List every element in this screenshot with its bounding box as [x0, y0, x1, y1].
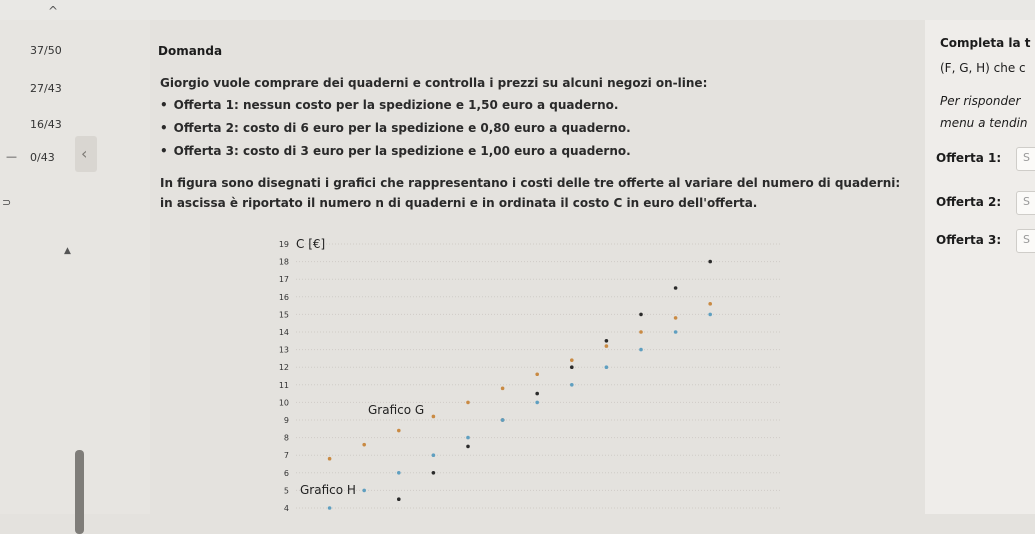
y-tick-label: 4	[283, 504, 289, 513]
data-point-f	[639, 313, 643, 317]
score-3: 16/43	[30, 118, 62, 131]
offer-1-label: Offerta 1:	[936, 151, 1002, 165]
offer-1-select-value: S	[1023, 151, 1030, 164]
y-tick-label: 16	[278, 292, 289, 302]
y-tick-label: 6	[283, 468, 289, 478]
data-point-f	[570, 365, 574, 369]
data-point-f	[466, 445, 470, 449]
offer-2-select-value: S	[1023, 195, 1030, 208]
y-tick-label: 7	[283, 451, 289, 461]
offer-3-label: Offerta 3:	[936, 233, 1002, 247]
data-point-h	[674, 330, 678, 334]
data-point-g	[605, 344, 609, 348]
score-1: 37/50	[30, 44, 62, 57]
y-tick-label: 13	[278, 345, 289, 355]
offer-item: • Offerta 2: costo di 6 euro per la spedizione e 0,80 euro a quaderno.	[160, 121, 631, 144]
grafico-h-label: Grafico H	[300, 483, 356, 497]
data-point-h	[605, 365, 609, 369]
answer-subtitle: (F, G, H) che c	[940, 61, 1026, 75]
data-point-h	[708, 313, 712, 317]
data-point-g	[397, 429, 401, 433]
data-point-g	[501, 387, 505, 391]
y-tick-label: 9	[283, 416, 289, 425]
answer-hint-2: menu a tendin	[940, 116, 1028, 130]
scroll-up-icon[interactable]: ▲	[64, 246, 71, 256]
y-axis-label: C [€]	[296, 237, 326, 251]
data-point-g	[432, 415, 436, 419]
data-point-f	[605, 339, 609, 343]
answer-title: Completa la t	[940, 36, 1031, 50]
data-point-g	[674, 316, 678, 320]
question-description-2: in ascissa è riportato il numero n di quaderni e in ordinata il costo C in euro dell'offerta.	[160, 196, 758, 210]
offer-3-select-value: S	[1023, 233, 1030, 246]
data-point-g	[362, 443, 366, 447]
y-tick-label: 19	[278, 240, 289, 249]
data-point-f	[397, 497, 401, 501]
data-point-g	[639, 330, 643, 334]
data-point-h	[535, 401, 539, 405]
offer-item: • Offerta 1: nessun costo per la spedizione e 1,50 euro a quaderno.	[160, 98, 631, 121]
offer-2-label: Offerta 2:	[936, 195, 1002, 209]
data-point-h	[570, 383, 574, 387]
y-tick-label: 18	[278, 257, 289, 267]
y-tick-label: 17	[278, 275, 289, 285]
offer-item: • Offerta 3: costo di 3 euro per la spedizione e 1,00 euro a quaderno.	[160, 144, 631, 167]
data-point-g	[328, 457, 332, 461]
data-point-f	[674, 286, 678, 290]
data-point-h	[639, 348, 643, 352]
data-point-h	[432, 453, 436, 457]
question-description-1: In figura sono disegnati i grafici che rappresentano i costi delle tre offerte al variare del numero di quaderni:	[160, 176, 901, 190]
data-point-g	[708, 302, 712, 306]
chevron-left-icon: ‹	[81, 144, 88, 163]
score-2: 27/43	[30, 82, 62, 95]
y-tick-label: 5	[283, 486, 289, 496]
y-tick-label: 11	[278, 380, 289, 390]
data-point-f	[535, 392, 539, 396]
collapse-up-icon[interactable]: ^	[48, 4, 59, 18]
y-tick-label: 12	[278, 363, 289, 373]
data-point-h	[501, 418, 505, 422]
question-intro: Giorgio vuole comprare dei quaderni e controlla i prezzi su alcuni negozi on-line:	[160, 76, 708, 90]
score-4: 0/43	[30, 151, 55, 164]
grafico-g-label: Grafico G	[368, 403, 425, 417]
data-point-h	[397, 471, 401, 475]
data-point-f	[708, 260, 712, 264]
y-tick-label: 8	[283, 433, 289, 443]
data-point-f	[432, 471, 436, 475]
left-partial-bracket: ⊃	[2, 196, 12, 209]
data-point-g	[570, 358, 574, 362]
y-tick-label: 14	[278, 328, 289, 337]
y-tick-label: 10	[278, 398, 289, 408]
left-partial-mark: —	[6, 150, 17, 163]
data-point-h	[466, 436, 470, 440]
question-header: Domanda	[158, 44, 223, 58]
data-point-g	[535, 372, 539, 376]
data-point-h	[362, 489, 366, 493]
y-tick-label: 15	[278, 310, 289, 320]
answer-hint-1: Per risponder	[940, 94, 1021, 108]
data-point-h	[328, 506, 332, 510]
data-point-g	[466, 401, 470, 405]
